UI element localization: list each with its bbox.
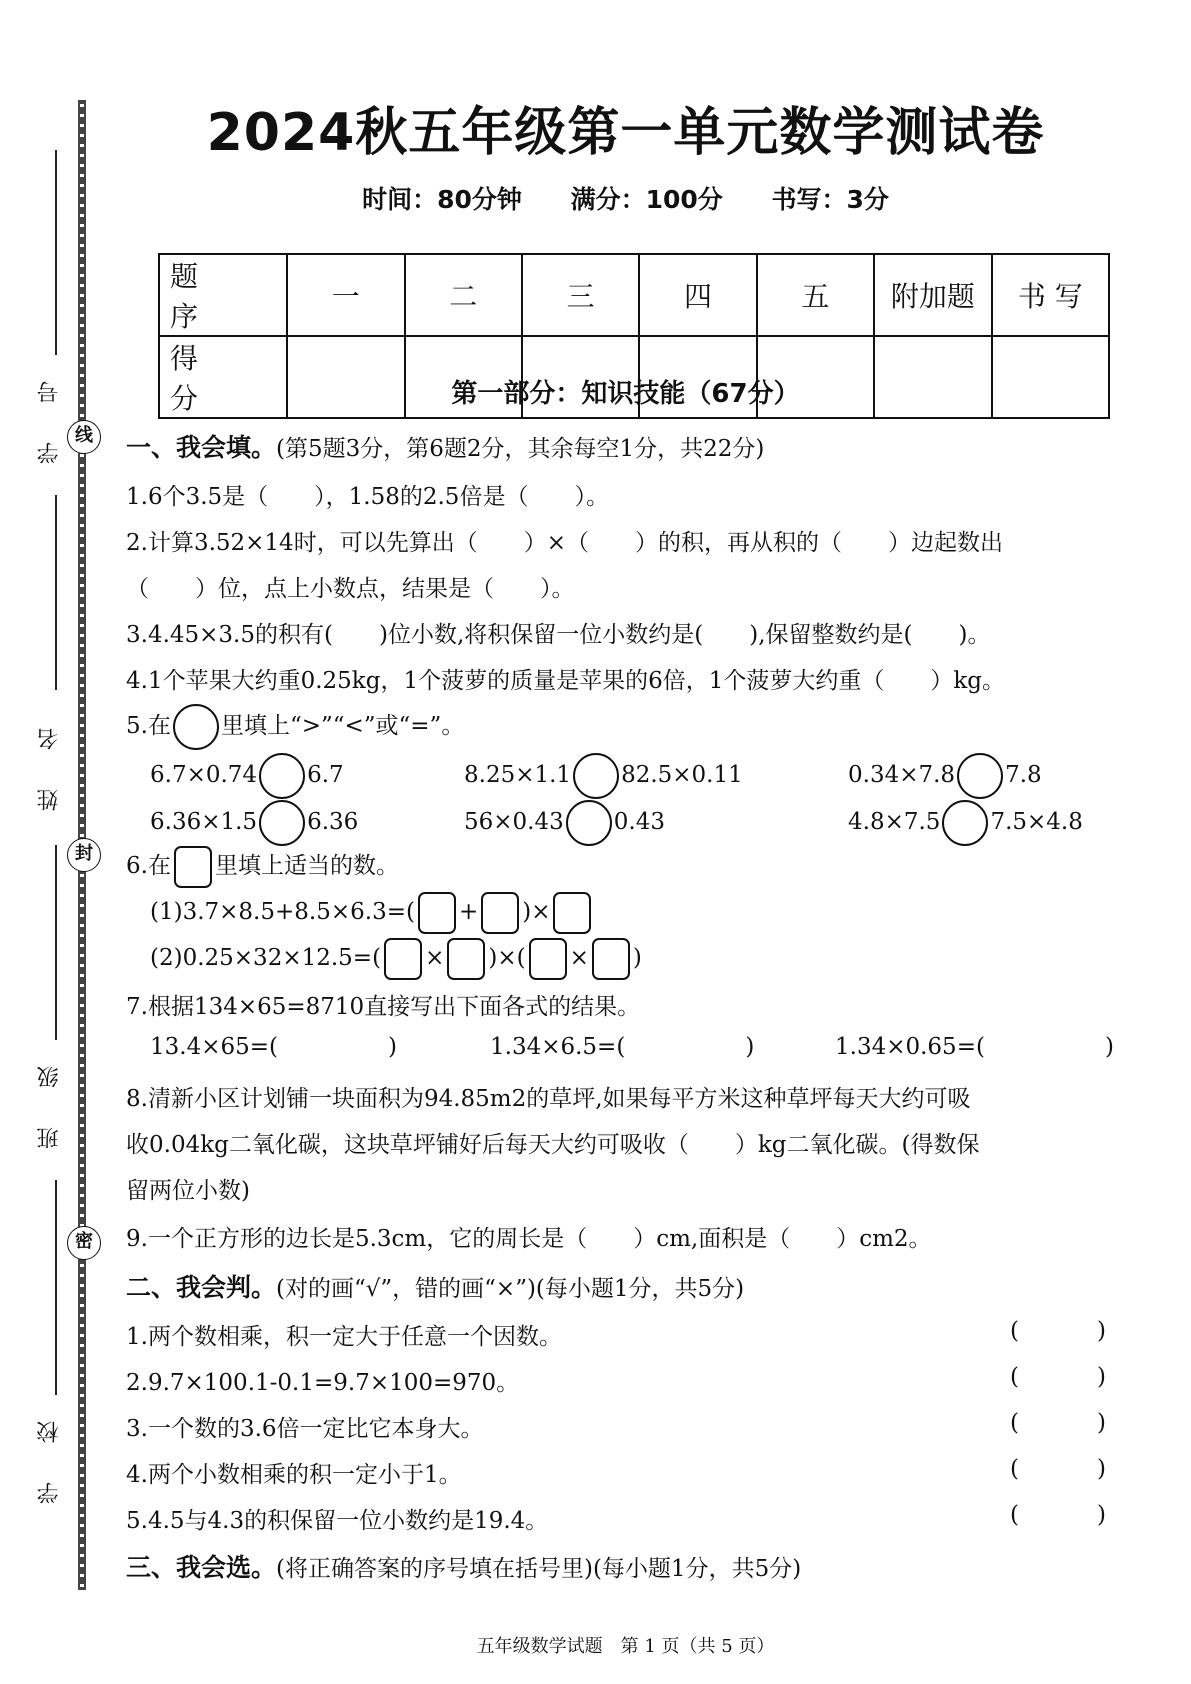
name-label: 姓 名 — [37, 712, 62, 811]
compare-left: 56×0.43 — [464, 809, 564, 835]
score-table-cell: 三 — [522, 254, 639, 336]
answer-box[interactable] — [553, 892, 591, 934]
compare-item — [150, 800, 358, 846]
judge-item: 1.两个数相乘，积一定大于任意一个因数。 — [126, 1324, 562, 1350]
writing-score-info: 书写：3分 — [771, 185, 889, 214]
section-heading — [126, 428, 764, 464]
student-number-label: 学 号 — [37, 365, 62, 464]
question-sub: (1)3.7×8.5+8.5×6.3=( + )× — [150, 892, 594, 934]
section-note: (对的画“√”，错的画“×”)(每小题1分，共5分) — [276, 1276, 745, 1302]
section-heading — [126, 1268, 744, 1304]
circle-icon — [173, 704, 219, 750]
compare-circle[interactable] — [566, 800, 612, 846]
school-label: 学 校 — [37, 1405, 62, 1504]
section-title: 二、我会判。 — [126, 1273, 277, 1302]
question-text: 里填上“>”“<”或“=”。 — [220, 713, 465, 739]
compare-right: 7.8 — [1005, 762, 1042, 788]
question: 留两位小数) — [126, 1178, 250, 1204]
question-text: (1)3.7×8.5+8.5×6.3=( — [150, 899, 415, 925]
compare-left: 6.7×0.74 — [150, 762, 258, 788]
score-table-cell: 二 — [405, 254, 522, 336]
section-title: 一、我会填。 — [126, 433, 277, 462]
seal-secret-icon: 密 — [67, 1226, 101, 1260]
class-label: 班 级 — [37, 1050, 62, 1149]
compare-item — [464, 753, 743, 799]
margin-line — [55, 845, 57, 1040]
judge-item: 5.4.5与4.3的积保留一位小数约是19.4。 — [126, 1508, 549, 1534]
square-box-icon — [174, 846, 212, 888]
page-footer: 五年级数学试题 第 1 页（共 5 页） — [476, 1636, 775, 1657]
question-sub: (2)0.25×32×12.5=( × )×( × ) — [150, 938, 642, 980]
score-table-cell: 附加题 — [874, 254, 991, 336]
margin-line — [55, 495, 57, 690]
answer-box[interactable] — [418, 892, 456, 934]
compare-circle[interactable] — [259, 753, 305, 799]
seal-seal-icon: 封 — [67, 838, 101, 872]
compare-right: 0.43 — [613, 809, 665, 835]
answer-paren[interactable]: ( ) — [1010, 1456, 1106, 1482]
question: （ ）位，点上小数点，结果是（ ）。 — [126, 576, 575, 602]
compare-circle[interactable] — [573, 753, 619, 799]
compare-left: 6.36×1.5 — [150, 809, 258, 835]
compare-right: 7.5×4.8 — [990, 809, 1083, 835]
section-title: 三、我会选。 — [126, 1553, 277, 1582]
question — [126, 846, 399, 888]
calc-item: 1.34×6.5=( ) — [490, 1034, 755, 1060]
calc-text: 1.34×6.5=( — [490, 1034, 626, 1060]
score-table-cell: 五 — [757, 254, 874, 336]
answer-box[interactable] — [384, 938, 422, 980]
question: 4.1个苹果大约重0.25kg，1个菠萝的质量是苹果的6倍，1个菠萝大约重（ ）kg。 — [126, 668, 1006, 694]
compare-circle[interactable] — [942, 800, 988, 846]
calc-item: 1.34×0.65=( ) — [835, 1034, 1114, 1060]
compare-left: 4.8×7.5 — [848, 809, 941, 835]
answer-box[interactable] — [481, 892, 519, 934]
section-note: (第5题3分，第6题2分，其余每空1分，共22分) — [276, 436, 765, 462]
page-title: 2024秋五年级第一单元数学测试卷 — [206, 103, 1045, 163]
score-table-cell: 书 写 — [992, 254, 1109, 336]
compare-circle[interactable] — [259, 800, 305, 846]
compare-right: 6.36 — [307, 809, 359, 835]
score-table-cell: 四 — [639, 254, 756, 336]
seal-line-icon: 线 — [67, 420, 101, 454]
calc-text: 1.34×0.65=( — [835, 1034, 985, 1060]
exam-info — [0, 180, 1191, 216]
score-table-cell: 题 序 — [159, 254, 287, 336]
answer-box[interactable] — [529, 938, 567, 980]
question: 收0.04kg二氧化碳，这块草坪铺好后每天大约可吸收（ ）kg二氧化碳。(得数保 — [126, 1132, 980, 1158]
question: 2.计算3.52×14时，可以先算出（ ）×（ ）的积，再从积的（ ）边起数出 — [126, 530, 1003, 556]
score-table-header-row — [159, 254, 1109, 336]
question: 3.4.45×3.5的积有( )位小数,将积保留一位小数约是( ),保留整数约是( )。 — [126, 622, 991, 648]
answer-paren[interactable]: ( ) — [1010, 1364, 1106, 1390]
judge-item: 3.一个数的3.6倍一定比它本身大。 — [126, 1416, 484, 1442]
score-table-cell: 一 — [287, 254, 404, 336]
compare-right: 82.5×0.11 — [621, 762, 743, 788]
compare-item — [150, 753, 344, 799]
time-info: 时间：80分钟 — [362, 185, 522, 214]
compare-circle[interactable] — [957, 753, 1003, 799]
section-note: (将正确答案的序号填在括号里)(每小题1分，共5分) — [276, 1556, 802, 1582]
question: 7.根据134×65=8710直接写出下面各式的结果。 — [126, 994, 641, 1020]
answer-paren[interactable]: ( ) — [1010, 1318, 1106, 1344]
part-title: 第一部分：知识技能（67分） — [451, 379, 800, 409]
full-score-info: 满分：100分 — [570, 185, 723, 214]
compare-left: 8.25×1.1 — [464, 762, 572, 788]
margin-line — [55, 1180, 57, 1395]
question-text: (2)0.25×32×12.5=( — [150, 945, 382, 971]
score-table-cell: 得 分 — [159, 336, 287, 418]
calc-text: 13.4×65=( — [150, 1034, 278, 1060]
question-text: 里填上适当的数。 — [214, 853, 399, 879]
judge-item: 2.9.7×100.1-0.1=9.7×100=970。 — [126, 1370, 520, 1396]
judge-item: 4.两个小数相乘的积一定小于1。 — [126, 1462, 462, 1488]
answer-box[interactable] — [447, 938, 485, 980]
compare-item — [848, 753, 1042, 799]
question-text: 5.在 — [126, 713, 171, 739]
answer-paren[interactable]: ( ) — [1010, 1410, 1106, 1436]
calc-item: 13.4×65=( ) — [150, 1034, 397, 1060]
question-text: 6.在 — [126, 853, 171, 879]
question: 8.清新小区计划铺一块面积为94.85m2的草坪,如果每平方米这种草坪每天大约可吸 — [126, 1086, 971, 1112]
question — [126, 704, 464, 750]
compare-left: 0.34×7.8 — [848, 762, 956, 788]
compare-right: 6.7 — [307, 762, 344, 788]
compare-item — [464, 800, 665, 846]
section-heading — [126, 1548, 801, 1584]
compare-item — [848, 800, 1083, 846]
question: 9.一个正方形的边长是5.3cm，它的周长是（ ）cm,面积是（ ）cm2。 — [126, 1226, 932, 1252]
answer-paren[interactable]: ( ) — [1010, 1502, 1106, 1528]
answer-box[interactable] — [592, 938, 630, 980]
question: 1.6个3.5是（ ），1.58的2.5倍是（ ）。 — [126, 484, 609, 510]
